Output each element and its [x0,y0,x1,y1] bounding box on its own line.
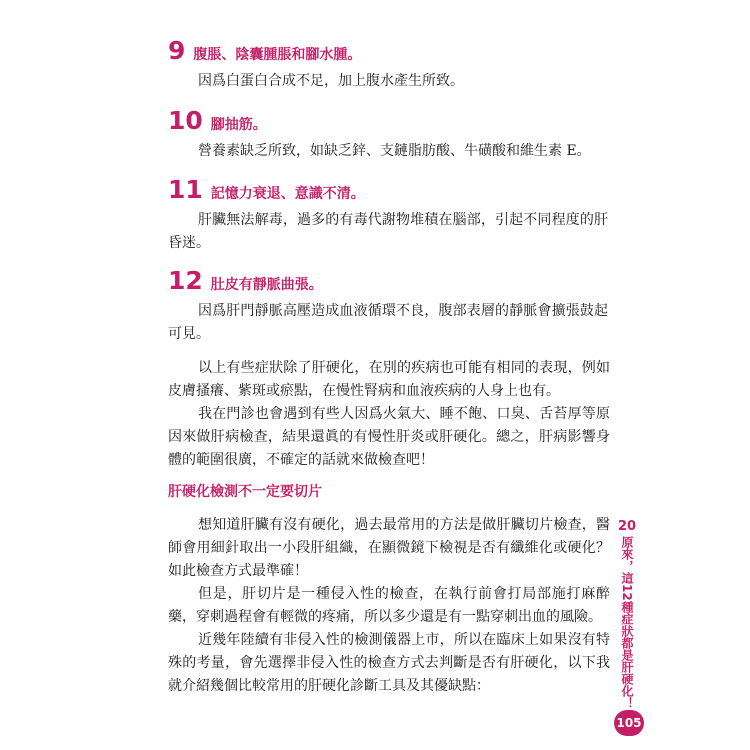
item-body: 因爲白蛋白合成不足，加上腹水產生所致。 [198,73,464,89]
symptom-item-11 [168,177,608,255]
section-paragraph: 近幾年陸續有非侵入性的檢測儀器上市，所以在臨床上如果沒有特殊的考量，會先選擇非侵入性的檢查方式去判斷是否有肝硬化，以下我就介紹幾個比較常用的肝硬化診斷工具及其優缺點： [168,632,610,694]
summary-paragraph: 以上有些症狀除了肝硬化，在別的疾病也可能有相同的表現，例如皮膚搔癢、紫斑或瘀點，在慢性腎病和血液疾病的人身上也有。 [168,360,610,399]
item-title: 腳抽筋。 [210,117,267,133]
item-header [168,108,608,134]
item-title: 肚皮有靜脈曲張。 [210,277,323,293]
symptom-item-12 [168,268,608,346]
item-header [168,38,608,64]
item-number: 9 [168,36,186,65]
section-heading: 肝硬化檢測不一定要切片 [168,484,322,500]
item-header [168,177,608,203]
chapter-number: 20 [617,519,637,534]
item-number: 12 [168,266,203,295]
page-number-badge: 105 [614,710,644,736]
summary-paragraph: 我在門診也會遇到有些人因爲火氣大、睡不飽、口臭、舌苔厚等原因來做肝病檢查，結果還眞的有慢性肝炎或肝硬化。總之，肝病影響身體的範圍很廣，不確定的話就來做檢查吧！ [168,406,610,468]
item-body: 肝臟無法解毒，過多的有毒代謝物堆積在腦部，引起不同程度的肝昏迷。 [168,212,608,251]
section-body [168,514,610,698]
chapter-title: 原來，這12種症狀都是肝硬化！ [620,536,634,709]
item-header [168,268,608,294]
section-paragraph: 但是，肝切片是一種侵入性的檢查，在執行前會打局部施打麻醉藥，穿刺過程會有輕微的疼痛，所以多少還是有一點穿刺出血的風險。 [168,586,610,625]
section-paragraph: 想知道肝臟有沒有硬化，過去最常用的方法是做肝臟切片檢查，醫師會用細針取出一小段肝組織，在顯微鏡下檢視是否有纖維化或硬化？如此檢查方式最準確！ [168,517,610,579]
item-number: 11 [168,175,203,204]
item-title: 腹脹、陰囊腫脹和腳水腫。 [193,47,362,63]
symptom-item-10 [168,108,608,163]
item-number: 10 [168,106,203,135]
symptom-item-9 [168,38,608,93]
summary-block [168,357,610,472]
item-body: 營養素缺乏所致，如缺乏鋅、支鏈脂肪酸、牛磺酸和維生素 E。 [198,143,591,159]
item-title: 記憶力衰退、意識不清。 [210,186,365,202]
item-body: 因爲肝門靜脈高壓造成血液循環不良，腹部表層的靜脈會擴張鼓起可見。 [168,303,608,342]
chapter-side-tab [616,520,638,712]
